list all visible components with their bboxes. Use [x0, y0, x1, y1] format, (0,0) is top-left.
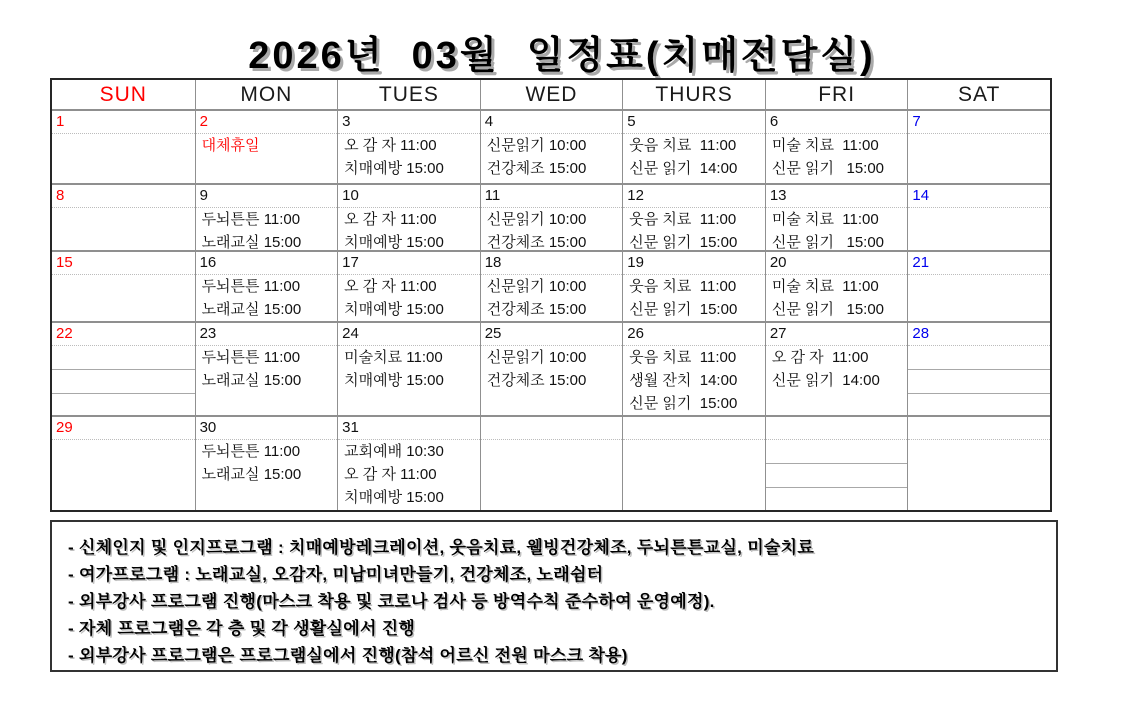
day-cell-16	[195, 252, 338, 321]
event-entry: 생월 잔치 14:00	[629, 372, 738, 389]
event-entry: 신문 읽기 14:00	[629, 160, 738, 177]
day-cell-14	[907, 185, 1050, 250]
note-line-1: - 신체인지 및 인지프로그램 : 치매예방레크레이션, 웃음치료, 웰빙건강체조, 두뇌튼튼교실, 미술치료	[68, 538, 815, 557]
events-area	[52, 440, 195, 510]
day-cell-20	[765, 252, 908, 321]
events-area	[52, 134, 195, 183]
date-number: 27	[766, 323, 908, 346]
notes-box	[50, 520, 1058, 672]
event-entry: 신문읽기 10:00	[486, 278, 587, 295]
event-entry: 두뇌튼튼 11:00	[201, 349, 301, 366]
events-area	[338, 134, 480, 183]
event-entry: 오 감 자 11:00	[344, 137, 437, 154]
event-entry: 신문 읽기 15:00	[771, 234, 885, 250]
day-cell-31	[337, 417, 480, 510]
event-entry: 미술 치료 11:00	[771, 137, 879, 154]
events-area	[908, 275, 1050, 321]
day-cell-4	[480, 111, 623, 183]
date-number: 25	[481, 323, 623, 346]
day-cell-3	[337, 111, 480, 183]
events-area	[196, 275, 338, 321]
events-area	[338, 208, 480, 250]
day-cell-28	[907, 323, 1050, 415]
event-entry: 신문 읽기 15:00	[771, 301, 885, 318]
event-entry: 신문읽기 10:00	[486, 137, 587, 154]
day-cell-22	[52, 323, 195, 415]
calendar-table	[50, 78, 1052, 512]
date-number: 20	[766, 252, 908, 275]
event-entry: 치매예방 15:00	[344, 301, 444, 318]
date-number: 5	[623, 111, 765, 134]
date-number	[481, 417, 623, 440]
day-cell-empty-thurs	[622, 417, 765, 510]
day-cell-18	[480, 252, 623, 321]
date-number: 21	[908, 252, 1050, 275]
events-area	[52, 346, 195, 415]
events-area	[481, 275, 623, 321]
date-number	[908, 417, 1050, 440]
day-cell-26	[622, 323, 765, 415]
event-entry: 신문 읽기 15:00	[771, 160, 885, 177]
events-area	[623, 275, 765, 321]
date-number: 31	[338, 417, 480, 440]
date-number: 12	[623, 185, 765, 208]
day-cell-15	[52, 252, 195, 321]
event-entry: 미술치료 11:00	[344, 349, 443, 366]
event-entry: 신문읽기 10:00	[486, 349, 587, 366]
events-area	[481, 346, 623, 415]
event-entry: 교회예배 10:30	[344, 443, 444, 460]
day-cell-empty-fri	[765, 417, 908, 510]
date-number: 1	[52, 111, 195, 134]
events-area	[908, 134, 1050, 183]
note-line-5: - 외부강사 프로그램은 프로그램실에서 진행(참석 어르신 전원 마스크 착용)	[68, 646, 628, 665]
date-number: 14	[908, 185, 1050, 208]
day-header-fri: FRI	[765, 80, 908, 109]
events-area	[338, 346, 480, 415]
date-number: 18	[481, 252, 623, 275]
date-number: 15	[52, 252, 195, 275]
event-entry: 웃음 치료 11:00	[629, 349, 737, 366]
event-entry: 건강체조 15:00	[486, 372, 587, 389]
empty-rule-line	[52, 370, 195, 394]
day-cell-29	[52, 417, 195, 510]
event-entry: 오 감 자 11:00	[344, 466, 437, 483]
date-number: 13	[766, 185, 908, 208]
events-area	[196, 440, 338, 510]
events-area	[766, 134, 908, 183]
day-cell-25	[480, 323, 623, 415]
events-area	[196, 208, 338, 250]
date-number	[766, 417, 908, 440]
events-area	[766, 346, 908, 415]
empty-rule-line	[766, 440, 908, 464]
empty-rule-line	[52, 346, 195, 370]
day-header-sat: SAT	[907, 80, 1050, 109]
event-entry: 노래교실 15:00	[201, 466, 302, 483]
date-number: 24	[338, 323, 480, 346]
events-area	[623, 440, 765, 510]
day-header-thurs: THURS	[622, 80, 765, 109]
event-entry: 건강체조 15:00	[486, 160, 587, 177]
events-area	[908, 440, 1050, 510]
event-entry: 두뇌튼튼 11:00	[201, 278, 301, 295]
events-area	[481, 208, 623, 250]
day-cell-30	[195, 417, 338, 510]
date-number: 28	[908, 323, 1050, 346]
day-cell-7	[907, 111, 1050, 183]
event-entry: 건강체조 15:00	[486, 301, 587, 318]
note-line-2: - 여가프로그램 : 노래교실, 오감자, 미남미녀만들기, 건강체조, 노래쉼터	[68, 565, 604, 584]
event-entry: 건강체조 15:00	[486, 234, 587, 250]
event-entry: 웃음 치료 11:00	[629, 211, 737, 228]
events-area	[52, 208, 195, 250]
date-number: 30	[196, 417, 338, 440]
page-title: 2026년 03월 일정표(치매전담실)	[248, 35, 876, 77]
day-cell-13	[765, 185, 908, 250]
day-cell-1	[52, 111, 195, 183]
day-cell-17	[337, 252, 480, 321]
events-area	[908, 208, 1050, 250]
date-number: 9	[196, 185, 338, 208]
date-number: 3	[338, 111, 480, 134]
event-entry: 미술 치료 11:00	[771, 211, 879, 228]
day-cell-5	[622, 111, 765, 183]
week-row-5	[52, 415, 1050, 510]
day-cell-empty-sat	[907, 417, 1050, 510]
date-number: 8	[52, 185, 195, 208]
day-cell-6	[765, 111, 908, 183]
date-number: 23	[196, 323, 338, 346]
week-row-2	[52, 183, 1050, 250]
event-entry: 신문 읽기 14:00	[771, 372, 880, 389]
event-entry: 치매예방 15:00	[344, 372, 444, 389]
day-cell-10	[337, 185, 480, 250]
event-entry: 오 감 자 11:00	[344, 211, 437, 228]
event-entry: 신문읽기 10:00	[486, 211, 587, 228]
day-cell-empty-wed	[480, 417, 623, 510]
event-entry: 노래교실 15:00	[201, 372, 302, 389]
day-cell-19	[622, 252, 765, 321]
event-entry: 신문 읽기 15:00	[629, 395, 738, 412]
events-area	[623, 208, 765, 250]
date-number: 19	[623, 252, 765, 275]
event-entry: 미술 치료 11:00	[771, 278, 879, 295]
day-cell-11	[480, 185, 623, 250]
event-entry: 치매예방 15:00	[344, 160, 444, 177]
day-cell-2	[195, 111, 338, 183]
events-area	[338, 440, 480, 510]
events-area	[766, 275, 908, 321]
day-cell-8	[52, 185, 195, 250]
date-number	[623, 417, 765, 440]
day-cell-27	[765, 323, 908, 415]
events-area	[766, 440, 908, 510]
week-row-4	[52, 321, 1050, 415]
date-number: 16	[196, 252, 338, 275]
date-number: 7	[908, 111, 1050, 134]
day-header-sun: SUN	[99, 82, 147, 106]
events-area	[338, 275, 480, 321]
event-entry: 노래교실 15:00	[201, 234, 302, 250]
empty-rule-line	[908, 370, 1050, 394]
event-entry: 노래교실 15:00	[201, 301, 302, 318]
events-area	[623, 346, 765, 415]
event-entry: 웃음 치료 11:00	[629, 278, 737, 295]
event-entry: 치매예방 15:00	[344, 489, 444, 506]
week-row-3	[52, 250, 1050, 321]
events-area	[52, 275, 195, 321]
empty-rule-line	[766, 464, 908, 488]
events-area	[908, 346, 1050, 415]
day-header-wed: WED	[480, 80, 623, 109]
day-header-row	[52, 80, 1050, 109]
day-cell-24	[337, 323, 480, 415]
date-number: 6	[766, 111, 908, 134]
date-number: 17	[338, 252, 480, 275]
event-entry: 신문 읽기 15:00	[629, 234, 738, 250]
event-entry: 두뇌튼튼 11:00	[201, 211, 301, 228]
day-cell-9	[195, 185, 338, 250]
note-line-4: - 자체 프로그램은 각 층 및 각 생활실에서 진행	[68, 619, 416, 638]
event-entry: 오 감 자 11:00	[771, 349, 869, 366]
events-area	[766, 208, 908, 250]
date-number: 2	[196, 111, 338, 134]
week-row-1	[52, 109, 1050, 183]
events-area	[481, 134, 623, 183]
date-number: 4	[481, 111, 623, 134]
date-number: 10	[338, 185, 480, 208]
date-number: 29	[52, 417, 195, 440]
event-entry: 두뇌튼튼 11:00	[201, 443, 301, 460]
day-cell-21	[907, 252, 1050, 321]
event-entry: 대체휴일	[201, 137, 260, 154]
empty-rule-line	[908, 346, 1050, 370]
event-entry: 웃음 치료 11:00	[629, 137, 737, 154]
events-area	[481, 440, 623, 510]
events-area	[196, 134, 338, 183]
date-number: 26	[623, 323, 765, 346]
event-entry: 신문 읽기 15:00	[629, 301, 738, 318]
event-entry: 치매예방 15:00	[344, 234, 444, 250]
day-cell-12	[622, 185, 765, 250]
events-area	[623, 134, 765, 183]
day-header-tues: TUES	[337, 80, 480, 109]
date-number: 11	[481, 185, 623, 208]
event-entry: 오 감 자 11:00	[344, 278, 437, 295]
date-number: 22	[52, 323, 195, 346]
day-cell-23	[195, 323, 338, 415]
day-header-mon: MON	[195, 80, 338, 109]
events-area	[196, 346, 338, 415]
note-line-3: - 외부강사 프로그램 진행(마스크 착용 및 코로나 검사 등 방역수칙 준수하여 운영예정).	[68, 592, 715, 611]
